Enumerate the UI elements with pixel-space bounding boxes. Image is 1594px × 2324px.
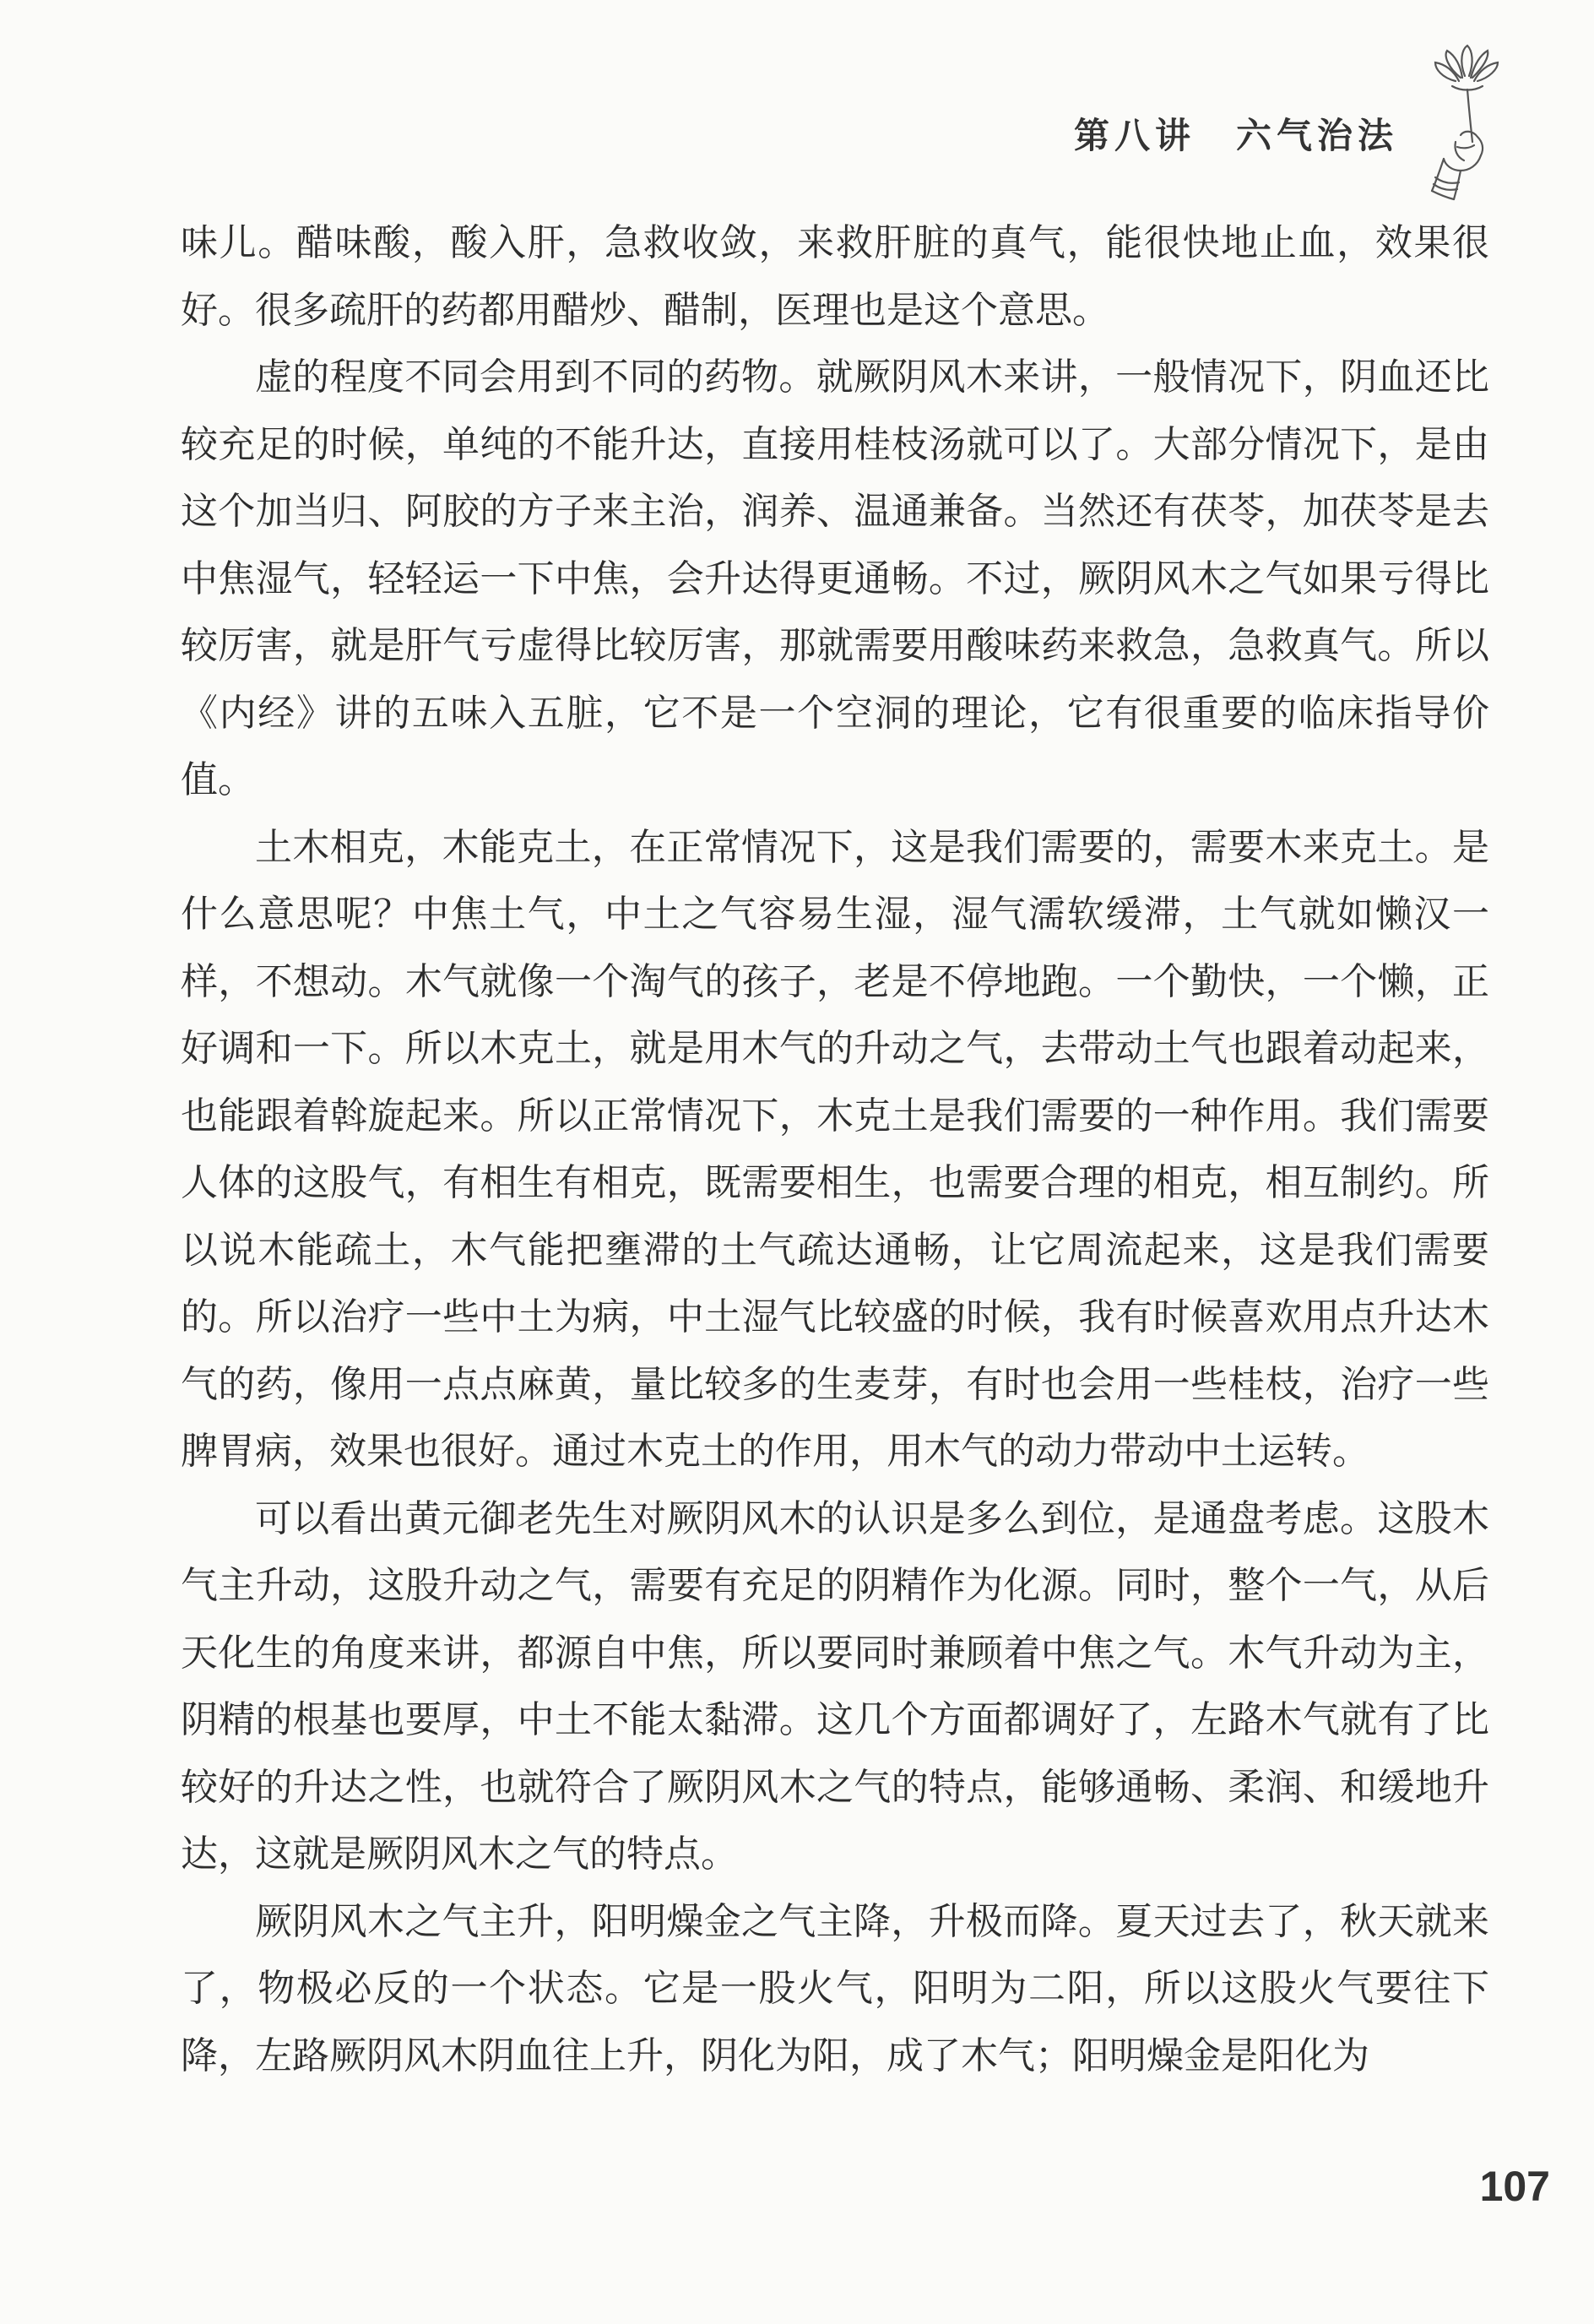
paragraph-3: 土木相克，木能克土，在正常情况下，这是我们需要的，需要木来克土。是什么意思呢？中焦土气，中土之气容易生湿，湿气濡软缓滞，土气就如懒汉一样，不想动。木气就像一个淘气的孩子，老是不停地跑。一个勤快，一个懒，正好调和一下。所以木克土，就是用木气的升动之气，去带动土气也跟着动起来，也能跟着斡旋起来。所以正常情况下，木克土是我们需要的一种作用。我们需要人体的这股气，有相生有相克，既需要相生，也需要合理的相克，相互制约。所以说木能疏土，木气能把壅滞的土气疏达通畅，让它周流起来，这是我们需要的。所以治疗一些中土为病，中土湿气比较盛的时候，我有时候喜欢用点升达木气的药，像用一点点麻黄，量比较多的生麦芽，有时也会用一些桂枝，治疗一些脾胃病，效果也很好。通过木克土的作用，用木气的动力带动中土运转。 bbox=[181, 825, 1489, 1473]
paragraph-1: 味儿。醋味酸，酸入肝，急救收敛，来救肝脏的真气，能很快地止血，效果很好。很多疏肝的药都用醋炒、醋制，医理也是这个意思。 bbox=[181, 221, 1489, 332]
page-number: 107 bbox=[1479, 2163, 1550, 2210]
lecture-number: 第八讲 bbox=[1073, 115, 1196, 156]
lotus-hand-icon bbox=[1402, 42, 1528, 203]
paragraph-2: 虚的程度不同会用到不同的药物。就厥阴风木来讲，一般情况下，阴血还比较充足的时候，单纯的不能升达，直接用桂枝汤就可以了。大部分情况下，是由这个加当归、阿胶的方子来主治，润养、温通兼备。当然还有茯苓，加茯苓是去中焦湿气，轻轻运一下中焦，会升达得更通畅。不过，厥阴风木之气如果亏得比较厉害，就是肝气亏虚得比较厉害，那就需要用酸味药来救急，急救真气。所以《内经》讲的五味入五脏，它不是一个空洞的理论，它有很重要的临床指导价值。 bbox=[181, 356, 1489, 801]
chapter-heading bbox=[1074, 108, 1398, 159]
paragraph-5: 厥阴风木之气主升，阳明燥金之气主降，升极而降。夏天过去了，秋天就来了，物极必反的一个状态。它是一股火气，阳明为二阳，所以这股火气要往下降，左路厥阴风木阴血往上升，阴化为阳，成了木气；阳明燥金是阳化为 bbox=[181, 1899, 1489, 2077]
paragraph-4: 可以看出黄元御老先生对厥阴风木的认识是多么到位，是通盘考虑。这股木气主升动，这股升动之气，需要有充足的阴精作为化源。同时，整个一气，从后天化生的角度来讲，都源自中焦，所以要同时兼顾着中焦之气。木气升动为主，阴精的根基也要厚，中土不能太黏滞。这几个方面都调好了，左路木气就有了比较好的升达之性，也就符合了厥阴风木之气的特点，能够通畅、柔润、和缓地升达，这就是厥阴风木之气的特点。 bbox=[181, 1496, 1489, 1876]
body-text bbox=[181, 209, 1489, 2089]
chapter-title: 六气治法 bbox=[1235, 115, 1398, 156]
running-header bbox=[1074, 100, 1398, 167]
